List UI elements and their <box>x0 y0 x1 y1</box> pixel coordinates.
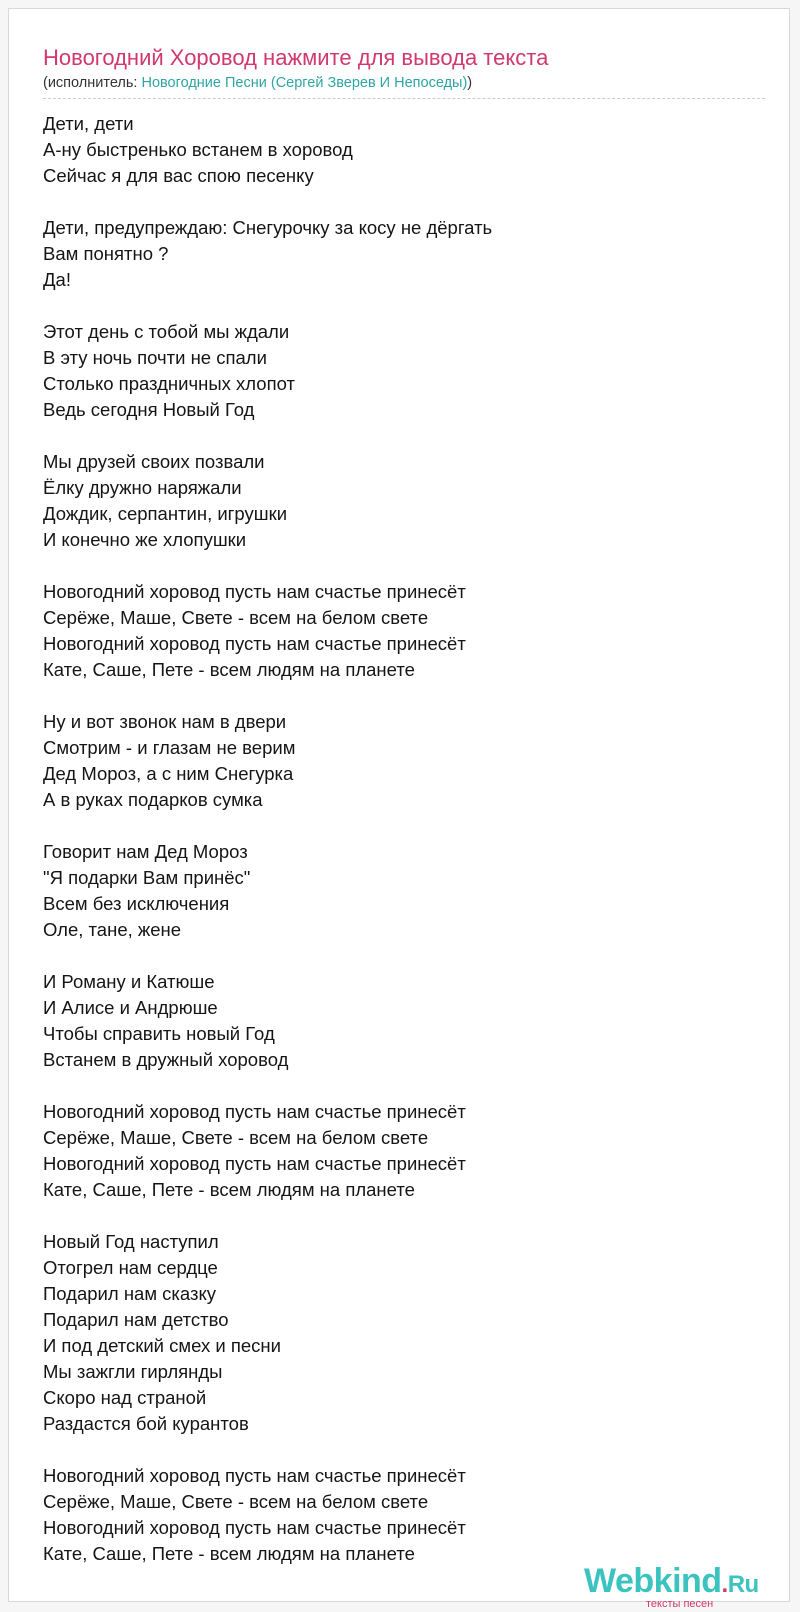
lyric-line: Дети, дети <box>43 113 134 134</box>
lyric-line: Сейчас я для вас спою песенку <box>43 165 314 186</box>
lyric-line: Отогрел нам сердце <box>43 1257 218 1278</box>
lyrics-stanza <box>43 1229 743 1437</box>
lyric-line: Встанем в дружный хоровод <box>43 1049 289 1070</box>
lyric-line: И под детский смех и песни <box>43 1335 281 1356</box>
lyrics-stanza <box>43 319 743 423</box>
logo-wordmark <box>584 1563 759 1603</box>
header-divider <box>43 98 765 99</box>
lyric-line: Серёже, Маше, Свете - всем на белом свете <box>43 1127 429 1148</box>
lyric-line: Новогодний хоровод пусть нам счастье принесёт <box>43 1465 466 1486</box>
logo-tld: Ru <box>727 1571 759 1598</box>
lyrics-stanza <box>43 1463 743 1567</box>
lyric-line: Мы друзей своих позвали <box>43 451 265 472</box>
site-logo[interactable] <box>584 1563 784 1609</box>
logo-name: Webkind <box>584 1562 722 1600</box>
lyric-line: Новогодний хоровод пусть нам счастье принесёт <box>43 1153 466 1174</box>
lyric-line: И Алисе и Андрюше <box>43 997 218 1018</box>
lyric-line: В эту ночь почти не спали <box>43 347 267 368</box>
lyric-line: Столько праздничных хлопот <box>43 373 295 394</box>
lyric-line: Новогодний хоровод пусть нам счастье принесёт <box>43 633 466 654</box>
lyric-line: Кате, Саше, Пете - всем людям на планете <box>43 659 415 680</box>
lyric-line: Этот день с тобой мы ждали <box>43 321 290 342</box>
lyric-line: Дождик, серпантин, игрушки <box>43 503 288 524</box>
lyric-line: Новогодний хоровод пусть нам счастье принесёт <box>43 1101 466 1122</box>
lyrics-stanza <box>43 969 743 1073</box>
lyrics-stanza <box>43 449 743 553</box>
lyric-line: Новый Год наступил <box>43 1231 219 1252</box>
lyric-line: Ёлку дружно наряжали <box>43 477 242 498</box>
song-title <box>43 43 548 73</box>
artist-prefix: (исполнитель: <box>43 75 142 91</box>
lyrics-stanza <box>43 215 743 293</box>
lyric-line: Подарил нам сказку <box>43 1283 217 1304</box>
lyric-line: А в руках подарков сумка <box>43 789 263 810</box>
artist-suffix: ) <box>467 75 473 91</box>
lyric-line: Скоро над страной <box>43 1387 207 1408</box>
lyric-line: И Роману и Катюше <box>43 971 215 992</box>
lyric-line: Да! <box>43 269 71 290</box>
lyric-line: "Я подарки Вам принёс" <box>43 867 251 888</box>
lyric-line: Оле, тане, жене <box>43 919 182 940</box>
lyric-line: Дети, предупреждаю: Снегурочку за косу не дёргать <box>43 217 493 238</box>
lyrics-stanza <box>43 579 743 683</box>
lyric-line: Вам понятно ? <box>43 243 169 264</box>
lyric-line: А-ну быстренько встанем в хоровод <box>43 139 353 160</box>
lyric-line: Раздастся бой курантов <box>43 1413 249 1434</box>
lyric-line: Кате, Саше, Пете - всем людям на планете <box>43 1543 415 1564</box>
lyric-line: Говорит нам Дед Мороз <box>43 841 248 862</box>
lyric-line: Подарил нам детство <box>43 1309 229 1330</box>
lyric-line: Ну и вот звонок нам в двери <box>43 711 287 732</box>
logo-tagline: тексты песен <box>646 1598 714 1610</box>
lyrics-stanza <box>43 709 743 813</box>
lyric-line: Мы зажгли гирлянды <box>43 1361 223 1382</box>
song-title-link[interactable]: Новогодний Хоровод нажмите для вывода текста <box>43 45 549 70</box>
lyrics-body <box>43 111 743 1593</box>
lyric-line: Ведь сегодня Новый Год <box>43 399 255 420</box>
page-frame <box>8 8 790 1610</box>
lyrics-stanza <box>43 839 743 943</box>
lyric-line: Кате, Саше, Пете - всем людям на планете <box>43 1179 415 1200</box>
lyrics-stanza <box>43 1099 743 1203</box>
lyrics-stanza <box>43 111 743 189</box>
lyric-line: Новогодний хоровод пусть нам счастье принесёт <box>43 1517 466 1538</box>
lyric-line: И конечно же хлопушки <box>43 529 247 550</box>
lyric-line: Всем без исключения <box>43 893 230 914</box>
lyric-line: Серёже, Маше, Свете - всем на белом свете <box>43 1491 429 1512</box>
lyric-line: Смотрим - и глазам не верим <box>43 737 296 758</box>
lyric-line: Чтобы справить новый Год <box>43 1023 275 1044</box>
lyric-line: Новогодний хоровод пусть нам счастье принесёт <box>43 581 466 602</box>
lyric-line: Серёже, Маше, Свете - всем на белом свете <box>43 607 429 628</box>
artist-link[interactable]: Новогодние Песни (Сергей Зверев И Непоседы) <box>141 75 468 91</box>
artist-line <box>43 73 472 93</box>
logo-dot: . <box>721 1571 728 1598</box>
lyric-line: Дед Мороз, а с ним Снегурка <box>43 763 294 784</box>
